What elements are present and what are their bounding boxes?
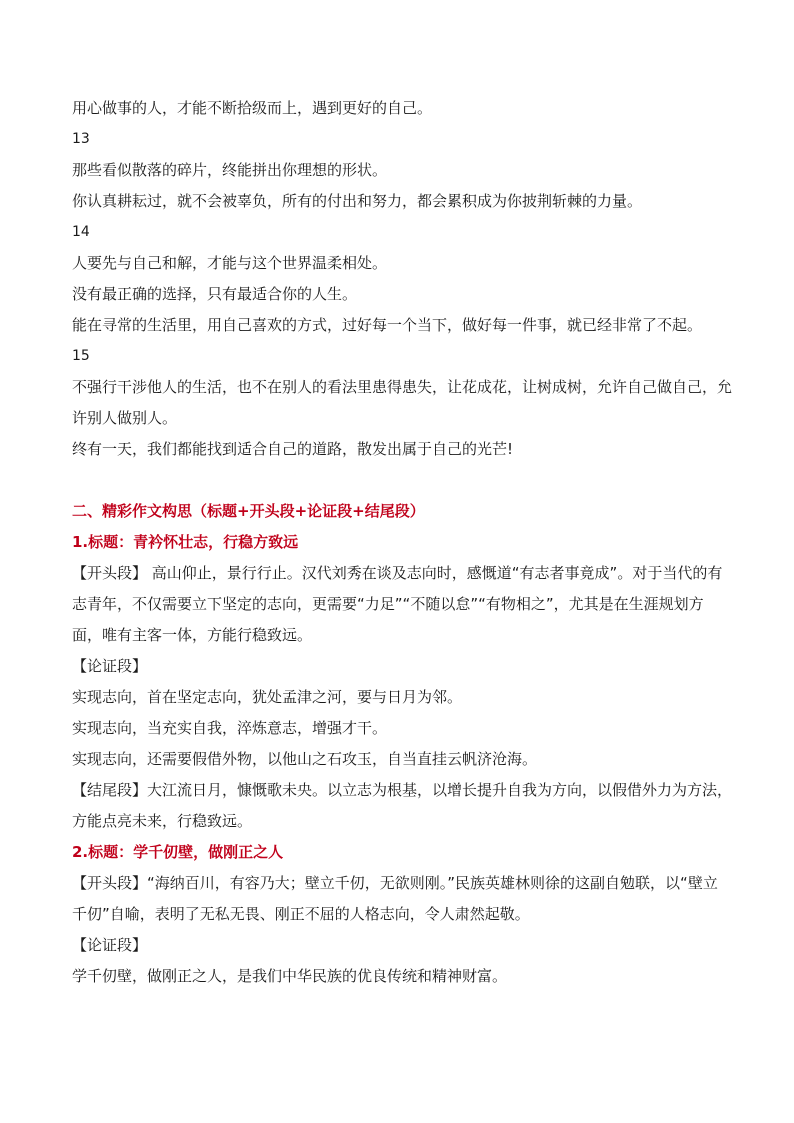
section-heading: 二、精彩作文构思（标题+开头段+论证段+结尾段） <box>72 502 425 520</box>
spacer <box>72 470 732 501</box>
argument-label: 【论证段】 <box>72 657 148 675</box>
paragraph: 能在寻常的生活里，用自己喜欢的方式，过好每一个当下，做好每一件事，就已经非常了不起。 <box>72 316 703 334</box>
argument-point: 学千仞壁，做刚正之人，是我们中华民族的优良传统和精神财富。 <box>72 967 508 985</box>
item-number: 14 <box>72 224 90 240</box>
essay-title: 2.标题：学千仞壁，做刚正之人 <box>72 843 284 861</box>
content-column <box>72 98 732 997</box>
opening-paragraph: 【开头段】“海纳百川，有容乃大；壁立千仞，无欲则刚。”民族英雄林则徐的这副自勉联，以“壁立千仞”自喻，表明了无私无畏、刚正不屈的人格志向，令人肃然起敬。 <box>72 873 718 923</box>
argument-label: 【论证段】 <box>72 936 148 954</box>
item-number: 13 <box>72 131 90 147</box>
ending-paragraph: 【结尾段】大江流日月，慷慨歌未央。以立志为根基，以增长提升自我为方向，以假借外力为方法，方能点亮未来，行稳致远。 <box>72 780 733 830</box>
essay-title: 1.标题：青衿怀壮志，行稳方致远 <box>72 533 299 551</box>
item-number: 15 <box>72 348 90 364</box>
argument-point: 实现志向，还需要假借外物，以他山之石攻玉，自当直挂云帆济沧海。 <box>72 750 538 768</box>
paragraph: 你认真耕耘过，就不会被辜负，所有的付出和努力，都会累积成为你披荆斩棘的力量。 <box>72 192 643 210</box>
paragraph: 终有一天，我们都能找到适合自己的道路，散发出属于自己的光芒! <box>72 440 514 458</box>
paragraph: 用心做事的人，才能不断拾级而上，遇到更好的自己。 <box>72 99 433 117</box>
argument-point: 实现志向，当充实自我，淬炼意志，增强才干。 <box>72 719 388 737</box>
paragraph: 不强行干涉他人的生活，也不在别人的看法里患得患失，让花成花，让树成树，允许自己做自己，允许别人做别人。 <box>72 377 733 427</box>
paragraph: 那些看似散落的碎片，终能拼出你理想的形状。 <box>72 161 388 179</box>
paragraph: 没有最正确的选择，只有最适合你的人生。 <box>72 285 358 303</box>
opening-paragraph: 【开头段】 高山仰止，景行行止。汉代刘秀在谈及志向时，感慨道“有志者事竟成”。对于当代的有志青年，不仅需要立下坚定的志向，更需要“力足”“不随以怠”“有物相之”，尤其是在生涯规划方面，唯有主客一体，方能行稳致远。 <box>72 563 723 644</box>
paragraph: 人要先与自己和解，才能与这个世界温柔相处。 <box>72 254 388 272</box>
argument-point: 实现志向，首在坚定志向，犹处孟津之河，要与日月为邻。 <box>72 688 463 706</box>
